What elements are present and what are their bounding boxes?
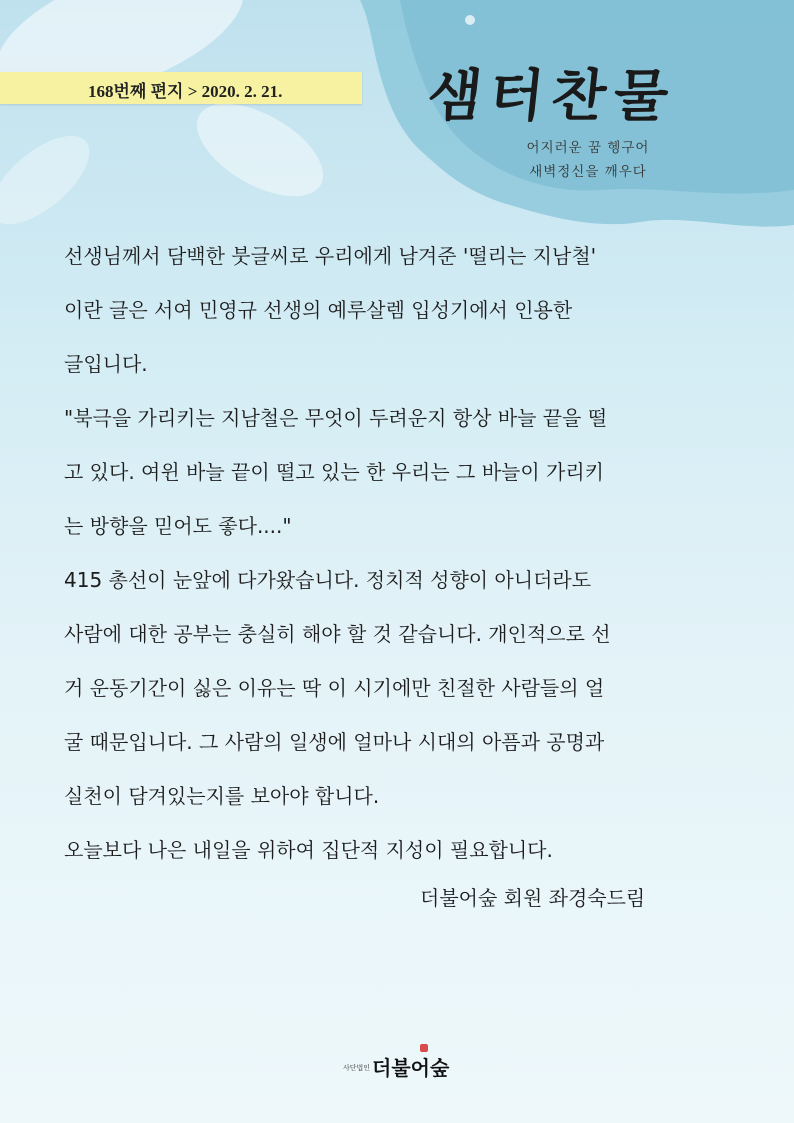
letter-body xyxy=(64,229,754,877)
letter-line: 이란 글은 서여 민영규 선생의 예루살렘 입성기에서 인용한 xyxy=(64,298,573,322)
logo-title: 샘터찬물 xyxy=(424,63,680,129)
letter-line: 오늘보다 나은 내일을 위하여 집단적 지성이 필요합니다. xyxy=(64,838,553,862)
petal-shape xyxy=(182,85,338,216)
date-label xyxy=(0,72,362,104)
letter-line: 고 있다. 여윈 바늘 끝이 떨고 있는 한 우리는 그 바늘이 가리키 xyxy=(64,460,604,484)
letter-line: 사람에 대한 공부는 충실히 해야 할 것 같습니다. 개인적으로 선 xyxy=(64,622,611,646)
letter-line: 글입니다. xyxy=(64,352,148,376)
petal-shape xyxy=(0,120,104,240)
seal-icon xyxy=(420,1044,428,1052)
signature: 더불어숲 회원 좌경숙드림 xyxy=(420,886,646,910)
logo-subtitle-line2: 새벽정신을 깨우다 xyxy=(529,164,647,180)
letter-line: 거 운동기간이 싫은 이유는 딱 이 시기에만 친절한 사람들의 얼 xyxy=(64,676,605,700)
footer-org-prefix: 사단법인 xyxy=(343,1064,371,1072)
letter-line: 선생님께서 담백한 붓글씨로 우리에게 남겨준 '떨리는 지남철' xyxy=(64,244,597,268)
letter-line: "북극을 가리키는 지남철은 무엇이 두려운지 항상 바늘 끝을 떨 xyxy=(64,406,608,430)
logo-subtitle-line1: 어지러운 꿈 헹구어 xyxy=(526,140,650,156)
date-label-text: 168번째 편지 > 2020. 2. 21. xyxy=(88,82,283,101)
letter-line: 415 총선이 눈앞에 다가왔습니다. 정치적 성향이 아니더라도 xyxy=(64,568,592,592)
light-dot xyxy=(465,15,475,25)
footer-org-logo: 더불어숲 xyxy=(372,1056,450,1080)
letter-line: 굴 때문입니다. 그 사람의 일생에 얼마나 시대의 아픔과 공명과 xyxy=(64,730,605,754)
letter-line: 실천이 담겨있는지를 보아야 합니다. xyxy=(64,784,380,808)
letter-line: 는 방향을 믿어도 좋다...." xyxy=(64,514,292,538)
